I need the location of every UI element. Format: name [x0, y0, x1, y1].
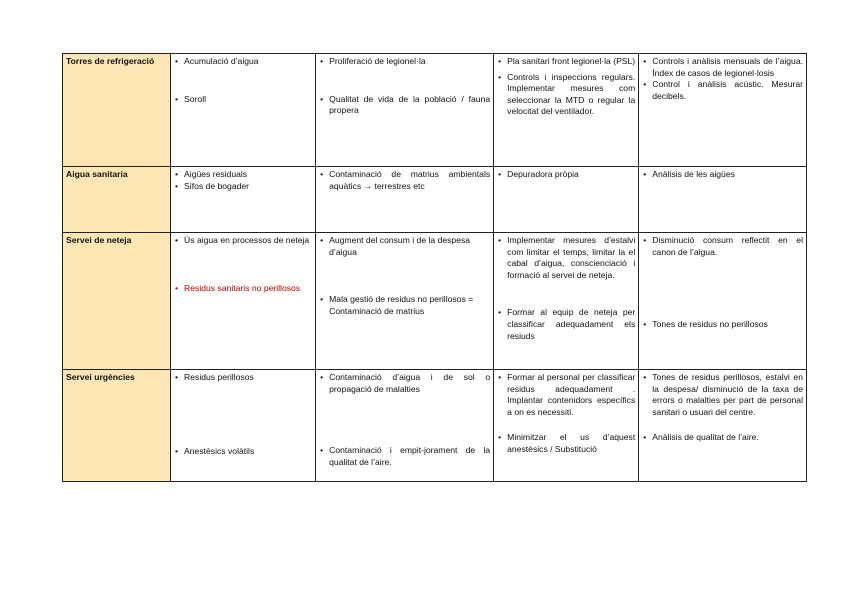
list-item: • Anàlisis de les aigües: [642, 169, 803, 181]
indicators-cell: [639, 167, 807, 233]
indicators-cell: [639, 233, 807, 370]
list-item: • Tones de residus perillosos, estalvi en la despesa/ disminució de la taxa de errors o malalties per part de personal sanitari o usuari del centre.: [642, 372, 803, 418]
environmental-aspects-table: [62, 53, 807, 482]
measures-cell: [494, 233, 639, 370]
aspects-cell: [171, 54, 316, 167]
measures-cell: [494, 167, 639, 233]
impacts-cell: [316, 370, 494, 482]
table-row: [63, 167, 807, 233]
row-title: Aigua sanitaria: [63, 167, 171, 233]
impacts-cell: [316, 167, 494, 233]
list-item: • Anàlisis de qualitat de l’aire.: [642, 432, 803, 444]
list-item: • Contaminació de matrius ambientals aquàtics → terrestres etc: [319, 169, 490, 192]
row-title: Servei de neteja: [63, 233, 171, 370]
list-item: • Controls i anàlisis mensuals de l’aigua. Índex de casos de legionel·losis: [642, 56, 803, 79]
list-item: • Implementar mesures d’estalvi com limitar el temps, limitar la el cabal d’aigua, conscienciació i formació al servei de neteja.: [497, 235, 635, 281]
list-item: • Aigües residuals: [174, 169, 312, 181]
row-title: Torres de refrigeració: [63, 54, 171, 167]
list-item: • Formar al personal per classificar residus adequadament . Implantar contenidors específics a on es necessiti.: [497, 372, 635, 418]
list-item: • Pla sanitari front legionel·la (PSL): [497, 56, 635, 68]
impacts-cell: [316, 54, 494, 167]
list-item: • Minimitzar el us d’aquest anestèsics / Substitució: [497, 432, 635, 455]
list-item: • Tones de residus no perillosos: [642, 319, 803, 331]
list-item: • Acumulació d’aigua: [174, 56, 312, 68]
measures-cell: [494, 370, 639, 482]
list-item: • Depuradora pròpia: [497, 169, 635, 181]
list-item: • Formar al equip de neteja per classificar adequadament els resiuds: [497, 307, 635, 342]
list-item: • Controls i inspeccions regulars. Implementar mesures com seleccionar la MTD o regular la velocitat del ventilador.: [497, 72, 635, 118]
measures-cell: [494, 54, 639, 167]
list-item: • Residus sanitaris no perillosos: [174, 283, 312, 295]
list-item: • Proliferació de legionel·la: [319, 56, 490, 68]
indicators-cell: [639, 54, 807, 167]
table-row: [63, 370, 807, 482]
list-item: • Mala gestió de residus no perillosos = Contaminació de matrius: [319, 294, 490, 317]
list-item: • Control i anàlisis acústic. Mesurar decibels.: [642, 79, 803, 102]
aspects-cell: [171, 167, 316, 233]
aspects-cell: [171, 370, 316, 482]
table-row: [63, 54, 807, 167]
list-item: • Ús aigua en processos de neteja: [174, 235, 312, 247]
list-item: • Disminució consum reflectit en el canon de l’aigua.: [642, 235, 803, 258]
list-item: • Residus perillosos: [174, 372, 312, 384]
row-title: Servei urgències: [63, 370, 171, 482]
list-item: • Contaminació i empit-jorament de la qualitat de l’aire.: [319, 445, 490, 468]
list-item: • Augment del consum i de la despesa d’aigua: [319, 235, 490, 258]
list-item: • Qualitat de vida de la població / fauna propera: [319, 94, 490, 117]
impacts-cell: [316, 233, 494, 370]
aspects-cell: [171, 233, 316, 370]
list-item: • Soroll: [174, 94, 312, 106]
table-row: [63, 233, 807, 370]
list-item: • Sifos de bogader: [174, 181, 312, 193]
indicators-cell: [639, 370, 807, 482]
list-item: • Anestèsics volàtils: [174, 446, 312, 458]
list-item: • Contaminació d’aigua i de sol o propagació de malalties: [319, 372, 490, 395]
